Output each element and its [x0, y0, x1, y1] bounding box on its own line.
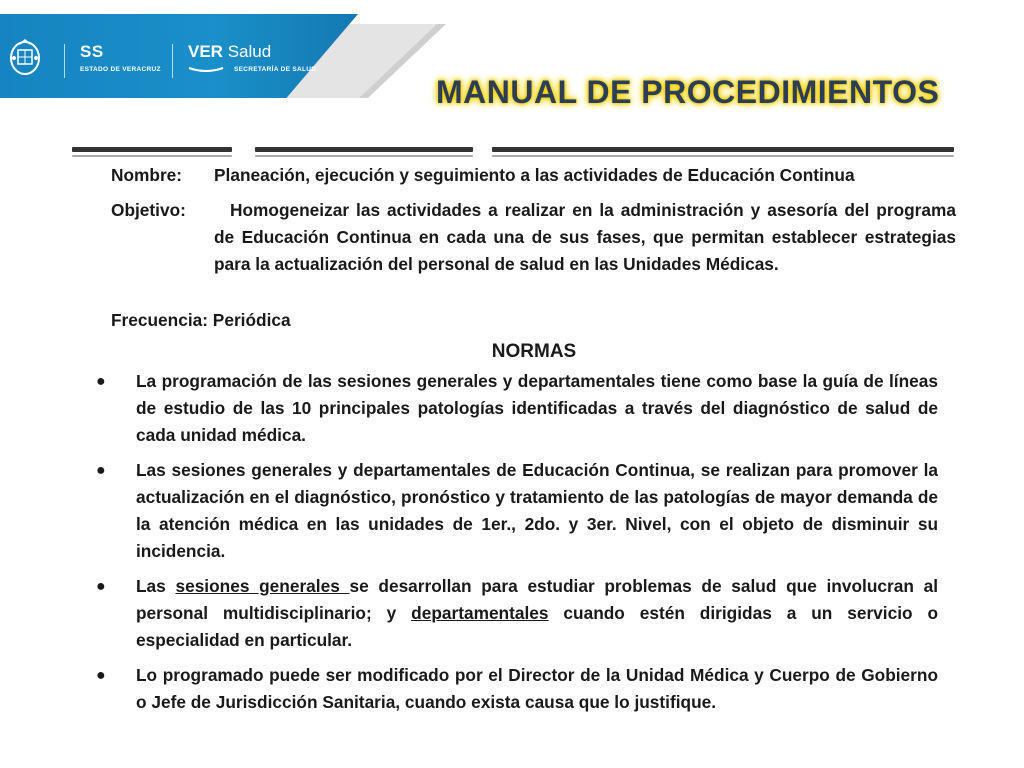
- veracruz-seal-icon: [8, 38, 42, 76]
- nombre-label: Nombre:: [111, 165, 183, 185]
- bullet-dot-icon: ●: [96, 578, 106, 595]
- norma-underlined-generales: sesiones generales: [175, 576, 350, 596]
- norma-text-mid: se desarrollan para estudiar problemas de salud que involucran al personal multidisciplinario; y: [136, 576, 938, 623]
- norma-text: Las sesiones generales y departamentales de Educación Continua, se realizan para promover la actualización en el diagnóstico, pronóstico y tratamiento de las patologías de mayor demanda de la atención médica en las unidades de 1er., 2do. y 3er. Nivel, con el objeto de disminuir su incidencia.: [136, 460, 938, 561]
- separator-bar: [255, 147, 473, 152]
- logo-ss: SS: [80, 42, 104, 61]
- logo-ver-subtitle: SECRETARÍA DE SALUD: [234, 66, 317, 73]
- norma-text: Lo programado puede ser modificado por el Director de la Unidad Médica y Cuerpo de Gobierno o Jefe de Jurisdicción Sanitaria, cuando exista causa que lo justifique.: [136, 665, 938, 712]
- page-title: MANUAL DE PROCEDIMIENTOS: [436, 74, 940, 110]
- norma-text-pre: Las: [136, 576, 176, 596]
- logo-ver-rest: Salud: [222, 42, 272, 61]
- ver-swoosh-icon: [188, 65, 224, 73]
- frecuencia: Frecuencia: Periódica: [111, 310, 291, 330]
- bullet-dot-icon: ●: [96, 373, 106, 390]
- separator-bar: [72, 147, 232, 152]
- normas-heading: NORMAS: [491, 341, 577, 362]
- bullet-dot-icon: ●: [96, 667, 106, 684]
- bullet-dot-icon: ●: [96, 462, 106, 479]
- logo-divider-2: [172, 44, 173, 78]
- separator-line: [492, 155, 954, 157]
- separator-bar: [492, 147, 954, 152]
- objetivo-value: [214, 197, 956, 278]
- logo-ver-salud: [188, 42, 271, 62]
- logo-ss-subtitle: ESTADO DE VERACRUZ: [80, 66, 161, 73]
- separator-line: [255, 155, 473, 157]
- logo-divider: [64, 44, 65, 78]
- list-item: [92, 573, 938, 654]
- objetivo-label: Objetivo:: [111, 200, 186, 220]
- list-item: [92, 662, 938, 716]
- logo-ver-bold: VER: [188, 42, 223, 61]
- list-item: [92, 457, 938, 565]
- objetivo-text: Homogeneizar las actividades a realizar en la administración y asesoría del programa de Educación Continua en cada una de sus fases, que permitan establecer estrategias para la actualización del personal de salud en las Unidades Médicas.: [214, 200, 956, 274]
- norma-text: La programación de las sesiones generales y departamentales tiene como base la guía de líneas de estudio de las 10 principales patologías identificadas a través del diagnóstico de salud de cada unidad médica.: [136, 371, 938, 445]
- norma-underlined-departamentales: departamentales: [411, 603, 549, 623]
- nombre-value: Planeación, ejecución y seguimiento a las actividades de Educación Continua: [214, 165, 855, 185]
- separator-line: [72, 155, 232, 157]
- norma-text-post: cuando estén dirigidas a un servicio o especialidad en particular.: [136, 603, 938, 650]
- list-item: [92, 368, 938, 449]
- normas-list: [92, 368, 938, 716]
